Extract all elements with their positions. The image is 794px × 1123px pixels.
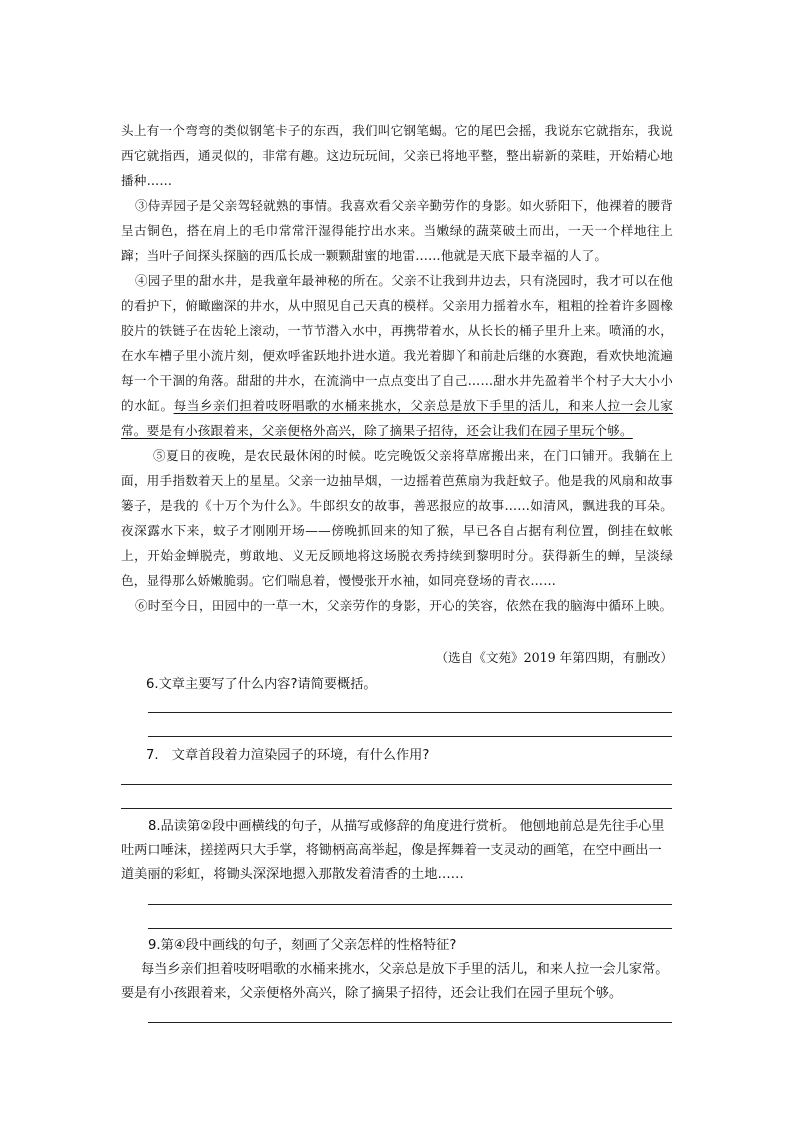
answer-line[interactable] [121, 808, 672, 809]
answer-line[interactable] [148, 928, 672, 929]
paragraph-3: ③侍弄园子是父亲驾轻就熟的事情。我喜欢看父亲辛勤劳作的身影。如火骄阳下，他裸着的腰背呈古铜色，搭在肩上的毛巾常常汗湿得能拧出水来。当嫩绿的蔬菜破土而出，一天一个样地往上蹿；当叶子间探头探脑的西瓜长成一颗颗甜蜜的地雷……他就是天底下最幸福的人了。 [121, 198, 673, 263]
paragraph-1: 头上有一个弯弯的类似钢笔卡子的东西，我们叫它钢笔蝎。它的尾巴会摇，我说东它就指东，我说西它就指西，通灵似的，非常有趣。这边玩玩间，父亲已将地平整，整出崭新的菜畦，开始精心地播种…… [121, 123, 673, 188]
underlined-sentence: 每当乡亲们担着吱呀唱歌的水桶来挑水，父亲总是放下手里的活儿，和来人拉一会儿家常。要是有小孩跟着来，父亲便格外高兴，除了摘果子招待，还会让我们在园子里玩个够。 [121, 398, 673, 438]
paragraph-4 [121, 268, 673, 443]
question-8 [121, 815, 674, 887]
question-7-text: 7. 文章首段着力渲染园子的环境，有什么作用? [146, 748, 430, 763]
answer-line[interactable] [121, 784, 672, 785]
question-8-text: 8.品读第②段中画横线的句子，从描写或修辞的角度进行赏析。 他刨地前总是先往手心里吐两口唾沫，搓搓两只大手掌，将锄柄高高举起，像是挥舞着一支灵动的画笔，在空中画出一道美丽的彩虹，将锄头深深地摁入那散发着清香的土地…… [121, 819, 665, 882]
answer-line[interactable] [148, 736, 672, 737]
question-6 [146, 673, 676, 697]
paragraph-6: ⑥时至今日，田园中的一草一木，父亲劳作的身影，开心的笑容，依然在我的脑海中循环上映。 [135, 598, 673, 613]
question-9-quote: 每当乡亲们担着吱呀唱歌的水桶来挑水，父亲总是放下手里的活儿，和来人拉一会儿家常。要是有小孩跟着来，父亲便格外高兴，除了摘果子招待，还会让我们在园子里玩个够。 [121, 962, 669, 1001]
answer-line[interactable] [148, 1022, 672, 1023]
answer-line[interactable] [148, 712, 672, 713]
question-9-title: 9.第④段中画线的句子，刻画了父亲怎样的性格特征? [148, 938, 457, 953]
question-9 [121, 934, 674, 1006]
article-body [121, 118, 673, 618]
source-citation: （选自《文苑》2019 年第四期，有删改） [435, 650, 673, 665]
question-6-text: 6.文章主要写了什么内容?请简要概括。 [146, 677, 377, 692]
paragraph-5: ⑤夏日的夜晚，是农民最休闲的时候。吃完晚饭父亲将草席搬出来，在门口铺开。我躺在上面，用手指数着天上的星星。父亲一边抽旱烟，一边摇着芭蕉扇为我赶蚊子。他是我的风扇和故事篓子，是我的《十万个为什么》。牛郎织女的故事，善恶报应的故事……如清风，飘进我的耳朵。夜深露水下来，蚊子才刚刚开场——傍晚抓回来的知了猴，早已各自占据有利位置，倒挂在蚊帐上，开始金蝉脱壳，剪敢地、义无反顾地将这场脱衣秀持续到黎明时分。获得新生的蝉，呈淡绿色，显得那么娇嫩脆弱。它们喘息着，慢慢张开水袖，如同亮登场的青衣…… [121, 448, 673, 588]
paragraph-4-text: ④园子里的甜水井，是我童年最神秘的所在。父亲不让我到井边去，只有浇园时，我才可以在他的看护下，俯瞰幽深的井水，从中照见自己天真的模样。父亲用力摇着水车，粗粗的拴着许多圆橡胶片的铁链子在齿轮上滚动，一节节潜入水中，再携带着水，从长长的桶子里升上来。喷涌的水，在水车槽子里小流片刻，便欢呼雀跃地扑进水道。我光着脚丫和前赴后继的水赛跑，看欢快地流遍每一个干涸的角落。甜甜的井水，在流淌中一点点变出了自己……甜水井先盈着半个村子大大小小的水缸。 [121, 273, 673, 413]
question-7 [146, 744, 676, 768]
answer-line[interactable] [148, 904, 672, 905]
